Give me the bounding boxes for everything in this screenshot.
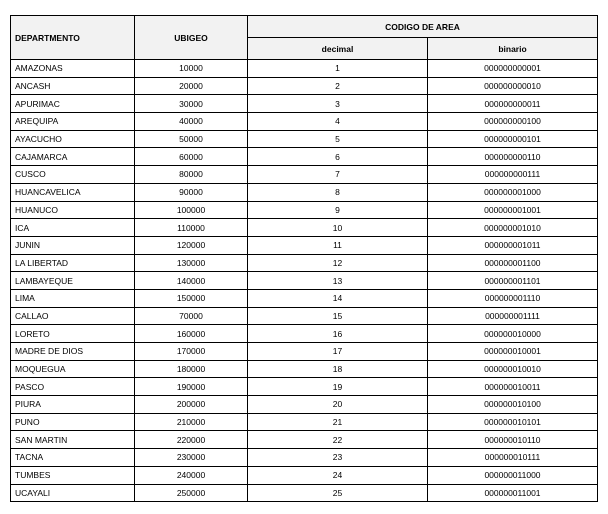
cell-ubigeo: 10000 [135, 60, 248, 78]
cell-decimal: 9 [248, 201, 428, 219]
cell-department: AREQUIPA [11, 113, 135, 131]
cell-department: LA LIBERTAD [11, 254, 135, 272]
cell-department: CAJAMARCA [11, 148, 135, 166]
cell-binary: 000000010110 [428, 431, 598, 449]
table-row [11, 431, 598, 449]
cell-ubigeo: 40000 [135, 113, 248, 131]
cell-ubigeo: 140000 [135, 272, 248, 290]
column-header-binary: binario [428, 38, 598, 60]
cell-decimal: 8 [248, 183, 428, 201]
cell-department: TACNA [11, 449, 135, 467]
table-row [11, 413, 598, 431]
cell-decimal: 14 [248, 289, 428, 307]
cell-ubigeo: 90000 [135, 183, 248, 201]
cell-department: APURIMAC [11, 95, 135, 113]
cell-ubigeo: 170000 [135, 343, 248, 361]
table-row [11, 95, 598, 113]
table-row [11, 378, 598, 396]
column-header-department: DEPARTMENTO [11, 16, 135, 60]
cell-ubigeo: 250000 [135, 484, 248, 502]
column-header-ubigeo: UBIGEO [135, 16, 248, 60]
table-row [11, 343, 598, 361]
cell-ubigeo: 100000 [135, 201, 248, 219]
cell-decimal: 23 [248, 449, 428, 467]
cell-decimal: 13 [248, 272, 428, 290]
cell-department: HUANCAVELICA [11, 183, 135, 201]
cell-binary: 000000010001 [428, 343, 598, 361]
cell-ubigeo: 60000 [135, 148, 248, 166]
table-row [11, 113, 598, 131]
table-header [11, 16, 598, 60]
cell-department: AMAZONAS [11, 60, 135, 78]
cell-ubigeo: 210000 [135, 413, 248, 431]
cell-binary: 000000001010 [428, 219, 598, 237]
cell-binary: 000000000100 [428, 113, 598, 131]
cell-ubigeo: 120000 [135, 236, 248, 254]
table-row [11, 148, 598, 166]
cell-binary: 000000001000 [428, 183, 598, 201]
cell-ubigeo: 130000 [135, 254, 248, 272]
cell-department: SAN MARTIN [11, 431, 135, 449]
cell-binary: 000000010101 [428, 413, 598, 431]
cell-ubigeo: 180000 [135, 360, 248, 378]
cell-ubigeo: 110000 [135, 219, 248, 237]
cell-decimal: 15 [248, 307, 428, 325]
cell-department: HUANUCO [11, 201, 135, 219]
table-row [11, 360, 598, 378]
cell-decimal: 18 [248, 360, 428, 378]
cell-ubigeo: 240000 [135, 466, 248, 484]
table-row [11, 166, 598, 184]
cell-department: PIURA [11, 396, 135, 414]
cell-department: LAMBAYEQUE [11, 272, 135, 290]
cell-binary: 000000000001 [428, 60, 598, 78]
table-row [11, 183, 598, 201]
cell-decimal: 11 [248, 236, 428, 254]
table-row [11, 289, 598, 307]
cell-binary: 000000010111 [428, 449, 598, 467]
cell-ubigeo: 20000 [135, 77, 248, 95]
table-row [11, 484, 598, 502]
table-row [11, 396, 598, 414]
cell-ubigeo: 70000 [135, 307, 248, 325]
table-row [11, 307, 598, 325]
cell-binary: 000000000010 [428, 77, 598, 95]
cell-decimal: 12 [248, 254, 428, 272]
cell-binary: 000000000101 [428, 130, 598, 148]
cell-department: CALLAO [11, 307, 135, 325]
table-row [11, 130, 598, 148]
cell-decimal: 25 [248, 484, 428, 502]
table-row [11, 254, 598, 272]
cell-ubigeo: 80000 [135, 166, 248, 184]
cell-binary: 000000010000 [428, 325, 598, 343]
cell-decimal: 21 [248, 413, 428, 431]
cell-binary: 000000001111 [428, 307, 598, 325]
cell-ubigeo: 190000 [135, 378, 248, 396]
cell-binary: 000000000111 [428, 166, 598, 184]
cell-decimal: 6 [248, 148, 428, 166]
table-row [11, 236, 598, 254]
cell-department: JUNIN [11, 236, 135, 254]
cell-department: UCAYALI [11, 484, 135, 502]
cell-ubigeo: 150000 [135, 289, 248, 307]
cell-department: MADRE DE DIOS [11, 343, 135, 361]
cell-binary: 000000000110 [428, 148, 598, 166]
cell-ubigeo: 50000 [135, 130, 248, 148]
cell-department: ANCASH [11, 77, 135, 95]
table-row [11, 219, 598, 237]
table-row [11, 466, 598, 484]
cell-department: AYACUCHO [11, 130, 135, 148]
table-row [11, 201, 598, 219]
cell-ubigeo: 160000 [135, 325, 248, 343]
cell-decimal: 19 [248, 378, 428, 396]
cell-department: CUSCO [11, 166, 135, 184]
table-row [11, 325, 598, 343]
cell-department: LIMA [11, 289, 135, 307]
cell-department: PASCO [11, 378, 135, 396]
cell-binary: 000000001110 [428, 289, 598, 307]
cell-binary: 000000001101 [428, 272, 598, 290]
cell-decimal: 16 [248, 325, 428, 343]
cell-decimal: 20 [248, 396, 428, 414]
ubigeo-area-code-table [10, 15, 598, 502]
cell-decimal: 24 [248, 466, 428, 484]
cell-binary: 000000001001 [428, 201, 598, 219]
column-header-area-code: CODIGO DE AREA [248, 16, 598, 38]
table-row [11, 77, 598, 95]
cell-ubigeo: 200000 [135, 396, 248, 414]
column-header-decimal: decimal [248, 38, 428, 60]
cell-binary: 000000000011 [428, 95, 598, 113]
table-row [11, 60, 598, 78]
cell-binary: 000000001100 [428, 254, 598, 272]
cell-binary: 000000011001 [428, 484, 598, 502]
cell-department: LORETO [11, 325, 135, 343]
cell-decimal: 7 [248, 166, 428, 184]
cell-decimal: 2 [248, 77, 428, 95]
cell-decimal: 17 [248, 343, 428, 361]
cell-ubigeo: 220000 [135, 431, 248, 449]
cell-department: ICA [11, 219, 135, 237]
cell-department: MOQUEGUA [11, 360, 135, 378]
cell-department: PUNO [11, 413, 135, 431]
cell-binary: 000000001011 [428, 236, 598, 254]
cell-decimal: 10 [248, 219, 428, 237]
table-body [11, 60, 598, 502]
cell-binary: 000000010011 [428, 378, 598, 396]
cell-decimal: 5 [248, 130, 428, 148]
cell-binary: 000000010100 [428, 396, 598, 414]
table-row [11, 449, 598, 467]
cell-ubigeo: 30000 [135, 95, 248, 113]
cell-decimal: 4 [248, 113, 428, 131]
table-row [11, 272, 598, 290]
cell-decimal: 1 [248, 60, 428, 78]
cell-department: TUMBES [11, 466, 135, 484]
cell-decimal: 22 [248, 431, 428, 449]
cell-binary: 000000010010 [428, 360, 598, 378]
cell-decimal: 3 [248, 95, 428, 113]
cell-binary: 000000011000 [428, 466, 598, 484]
cell-ubigeo: 230000 [135, 449, 248, 467]
